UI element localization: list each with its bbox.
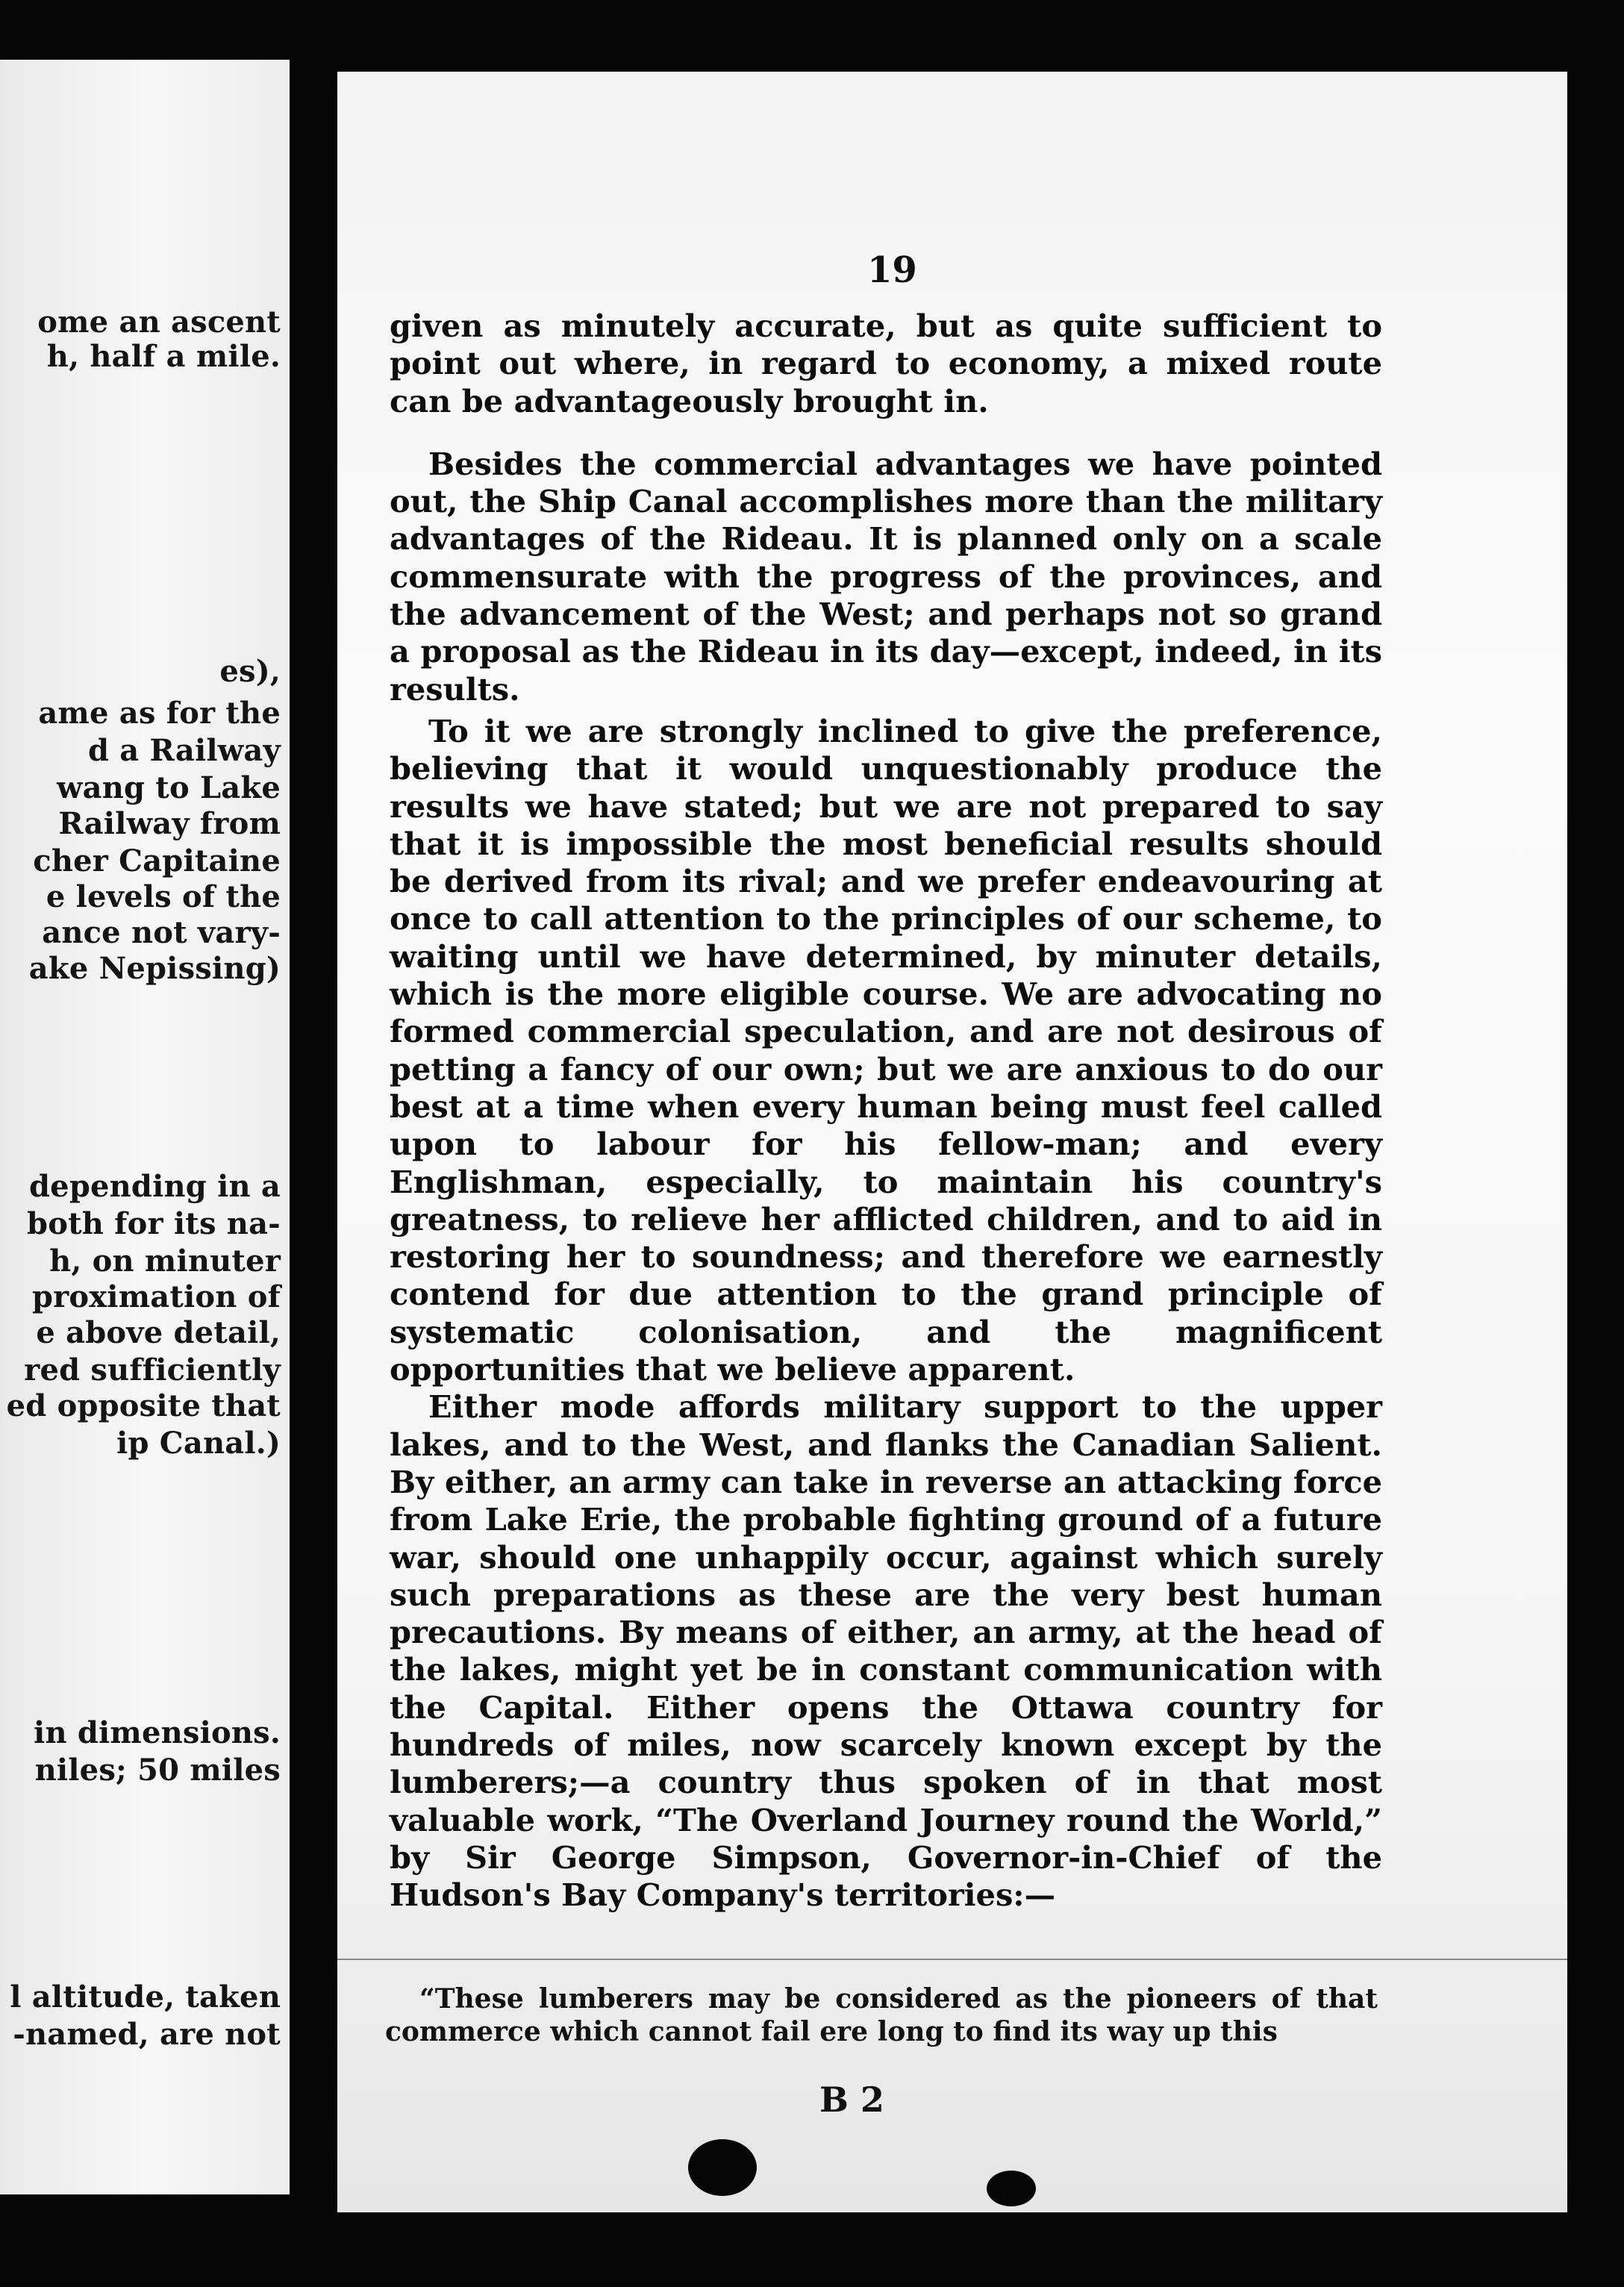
left-line: es), xyxy=(219,654,281,689)
left-line: in dimensions. xyxy=(34,1715,281,1750)
left-line: ed opposite that xyxy=(6,1388,281,1423)
left-line: depending in a xyxy=(29,1169,281,1204)
left-line: ip Canal.) xyxy=(116,1426,281,1461)
left-line: Railway from xyxy=(58,806,281,841)
main-page xyxy=(337,72,1567,2212)
ink-blot xyxy=(688,2139,757,2196)
left-line: e levels of the xyxy=(46,879,281,914)
left-line: ake Nepissing) xyxy=(28,951,281,986)
left-line: h, half a mile. xyxy=(46,339,281,374)
page-number: 19 xyxy=(867,249,917,291)
left-line: ome an ascent xyxy=(37,305,281,340)
left-line: niles; 50 miles xyxy=(34,1753,281,1788)
page-body xyxy=(390,308,1382,1914)
left-line: proximation of xyxy=(31,1279,281,1314)
left-line: e above detail, xyxy=(36,1315,281,1350)
left-line: both for its na- xyxy=(27,1206,281,1241)
left-line: d a Railway xyxy=(87,733,281,768)
left-line: ance not vary- xyxy=(42,915,281,950)
footnote-divider xyxy=(337,1959,1567,1960)
ink-blot xyxy=(987,2171,1036,2206)
paragraph: Besides the commercial advantages we have pointed out, the Ship Canal accomplishes more than the military advantages of the Rideau. It is planned only on a scale commensurate with the progress of the provinces, and the advancement of the West; and perhaps not so grand a proposal as the Rideau in its day—except, indeed, in its results. xyxy=(390,445,1382,708)
left-line: l altitude, taken xyxy=(10,1979,281,2015)
left-line: red sufficiently xyxy=(24,1352,281,1388)
paragraph: Either mode affords military support to the upper lakes, and to the West, and flanks the Canadian Salient. By either, an army can take in reverse an attacking force from Lake Erie, the probable fighting ground of a future war, should one unhappily occur, against which surely such preparations as these are the very best human precautions. By means of either, an army, at the head of the lakes, might yet be in constant communication with the Capital. Either opens the Ottawa country for hundreds of miles, now scarcely known except by the lumberers;—a country thus spoken of in that most valuable work, “The Overland Journey round the World,” by Sir George Simpson, Governor-in-Chief of the Hudson's Bay Company's territories:— xyxy=(390,1388,1382,1914)
signature-mark: B 2 xyxy=(819,2079,884,2120)
left-page-fragment xyxy=(0,60,290,2194)
left-line: h, on minuter xyxy=(49,1244,281,1279)
quotation: “These lumberers may be considered as the pioneers of that commerce which cannot fail ere long to find its way up this xyxy=(385,1983,1378,2047)
paragraph: To it we are strongly inclined to give the preference, believing that it would unquestionably produce the results we have stated; but we are not prepared to say that it is impossible the most beneficial results should be derived from its rival; and we prefer endeavouring at once to call attention to the principles of our scheme, to waiting until we have determined, by minuter details, which is the more eligible course. We are advocating no formed commercial speculation, and are not desirous of petting a fancy of our own; but we are anxious to do our best at a time when every human being must feel called upon to labour for his fellow-man; and every Englishman, especially, to maintain his country's greatness, to relieve her afflicted children, and to aid in restoring her to soundness; and therefore we earnestly contend for due attention to the grand principle of systematic colonisation, and the magnificent opportunities that we believe apparent. xyxy=(390,712,1382,1388)
left-line: wang to Lake xyxy=(56,770,281,805)
left-line: cher Capitaine xyxy=(33,843,281,879)
left-line: ame as for the xyxy=(38,696,281,731)
paragraph: given as minutely accurate, but as quite sufficient to point out where, in regard to economy, a mixed route can be advantageously brought in. xyxy=(390,308,1382,419)
left-line: -named, are not xyxy=(13,2017,281,2052)
